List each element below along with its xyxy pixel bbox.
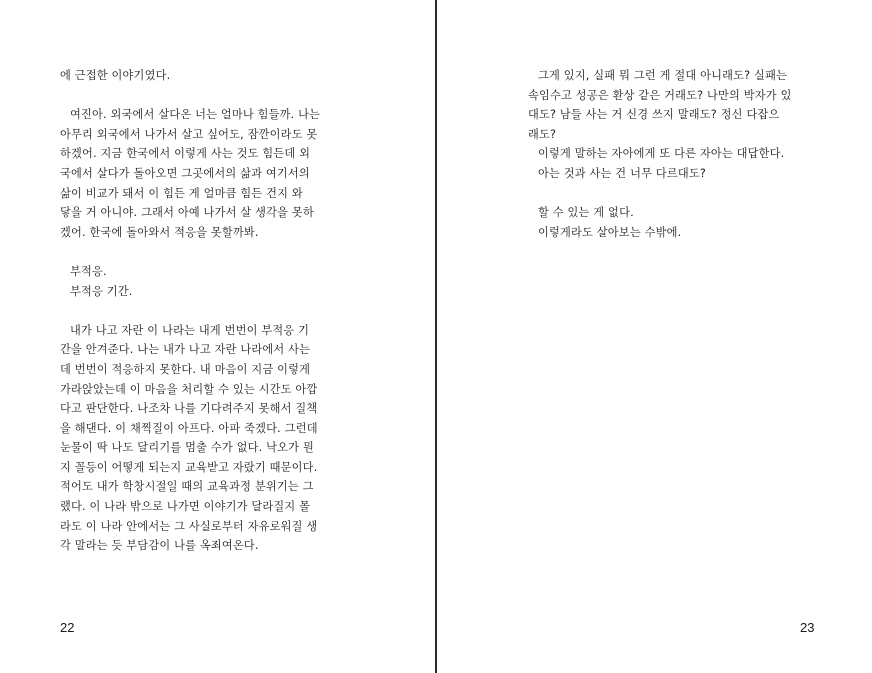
text-line: 랬다. 이 나라 밖으로 나가면 이야기가 달라질지 몰 [60, 500, 311, 514]
left-page-number: 22 [60, 620, 75, 635]
text-line: 삶이 비교가 돼서 이 힘든 게 얼마큼 힘든 건지 와 [60, 186, 303, 200]
blank-line [60, 242, 352, 262]
text-line: 속임수고 성공은 환상 같은 거래도? 나만의 박자가 있 [528, 88, 792, 102]
text-line: 적어도 내가 학창시절일 때의 교육과정 분위기는 그 [60, 480, 314, 494]
text-line: 그게 있지, 실패 뭐 그런 게 절대 아니래도? 실패는 [538, 69, 788, 82]
text-line: 각 말라는 듯 부담감이 나를 옥죄여온다. [60, 539, 259, 553]
text-line: 에 근접한 이야기였다. [60, 69, 171, 82]
text-line: 국에서 살다가 돌아오면 그곳에서의 삶과 여기서의 [60, 166, 310, 180]
text-line: 겠어. 한국에 돌아와서 적응을 못할까봐. [60, 225, 259, 239]
right-page-number: 23 [800, 620, 815, 635]
text-line: 간을 안겨준다. 나는 내가 나고 자란 나라에서 사는 [60, 343, 311, 357]
text-line: 부적응 기간. [70, 284, 133, 298]
text-line: 할 수 있는 게 없다. [538, 206, 634, 220]
text-line: 아무리 외국에서 나가서 살고 싶어도, 잠깐이라도 못 [60, 127, 318, 141]
text-line: 지 꼴등이 어떻게 되는지 교육받고 자랐기 때문이다. [60, 460, 318, 474]
right-page-body [528, 66, 812, 242]
text-line: 이렇게 말하는 자아에게 또 다른 자아는 대답한다. [538, 147, 785, 161]
center-gutter-line [435, 0, 437, 673]
text-line: 을 해댄다. 이 채찍질이 아프다. 아파 죽겠다. 그런데 [60, 421, 318, 435]
text-line: 가라앉았는데 이 마음을 처리할 수 있는 시간도 아깝 [60, 382, 318, 396]
text-line: 내가 나고 자란 이 나라는 내게 번번이 부적응 기 [70, 323, 310, 337]
text-line: 부적응. [70, 264, 107, 278]
text-line: 래도? [528, 127, 557, 141]
right-page [438, 0, 872, 673]
text-line: 여진아. 외국에서 살다온 너는 얼마나 힘들까. 나는 [70, 108, 321, 122]
text-line: 아는 것과 사는 건 너무 다르대도? [538, 166, 707, 180]
text-line: 다고 판단한다. 나조차 나를 기다려주지 못해서 질책 [60, 402, 318, 416]
text-line: 이렇게라도 살아보는 수밖에. [538, 225, 682, 239]
blank-line [528, 184, 812, 204]
text-line: 닿을 거 아니야. 그래서 아예 나가서 살 생각을 못하 [60, 206, 314, 220]
left-page-body [60, 66, 352, 556]
blank-line [60, 86, 352, 106]
text-line: 라도 이 나라 안에서는 그 사실로부터 자유로워질 생 [60, 519, 318, 533]
blank-line [60, 301, 352, 321]
text-line: 대도? 남들 사는 거 신경 쓰지 말래도? 정신 다잡으 [528, 108, 780, 122]
text-line: 데 번번이 적응하지 못한다. 내 마음이 지금 이렇게 [60, 362, 311, 376]
text-line: 눈물이 딱 나도 달리기를 멈출 수가 없다. 낙오가 뭔 [60, 441, 314, 455]
text-line: 하겠어. 지금 한국에서 이렇게 사는 것도 힘든데 외 [60, 147, 311, 161]
